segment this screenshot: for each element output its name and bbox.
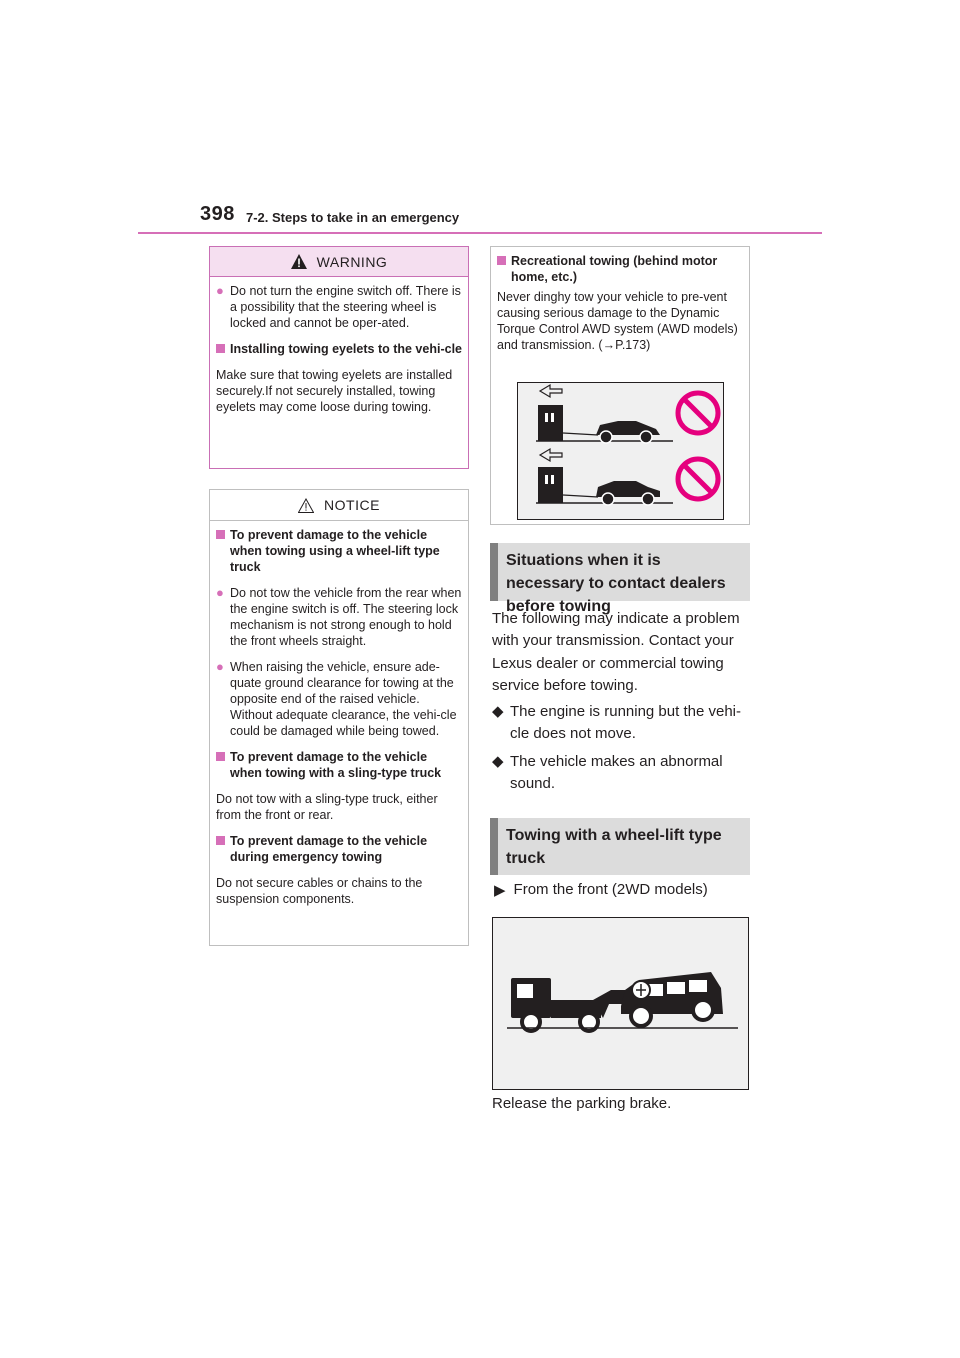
situation-bullet-text: The engine is running but the vehi-cle does not move. bbox=[510, 703, 741, 742]
situation-bullet bbox=[492, 701, 752, 745]
wheel-lift-heading: Towing with a wheel-lift type truck bbox=[490, 818, 750, 875]
notice-paragraph: Do not secure cables or chains to the suspension components. bbox=[216, 876, 423, 906]
notice-item-text: Do not tow the vehicle from the rear when the engine switch is off. The steering lock mechanism is not strong enough to hold the front wheels straight. bbox=[230, 586, 462, 648]
bullet-icon: ● bbox=[216, 283, 224, 298]
notice-header bbox=[210, 490, 468, 521]
situations-heading: Situations when it is necessary to contact dealers before towing bbox=[490, 543, 750, 601]
tow-truck-figure bbox=[511, 978, 625, 1031]
wheel-lift-sub-item-text: From the front (2WD models) bbox=[513, 881, 708, 898]
notice-paragraph: Do not tow with a sling-type truck, either from the front or rear. bbox=[216, 792, 438, 822]
notice-title: NOTICE bbox=[324, 497, 380, 513]
warning-title: WARNING bbox=[316, 253, 388, 270]
diamond-bullet-icon: ◆ bbox=[492, 703, 504, 720]
triangle-bullet-icon: ▶ bbox=[494, 882, 506, 899]
warning-item bbox=[216, 283, 462, 331]
warning-triangle-icon bbox=[291, 254, 307, 269]
warning-box bbox=[209, 246, 469, 469]
prohibited-icon bbox=[678, 393, 718, 433]
notice-item bbox=[216, 659, 462, 739]
bullet-icon: ● bbox=[216, 659, 224, 674]
notice-box bbox=[209, 489, 469, 946]
square-bullet-icon bbox=[497, 256, 506, 265]
notice-subheading-text: To prevent damage to the vehicle when towing with a sling-type truck bbox=[230, 750, 442, 780]
square-bullet-icon bbox=[216, 344, 225, 353]
diamond-bullet-icon: ◆ bbox=[492, 753, 504, 770]
dinghy-tow-front-figure bbox=[536, 385, 673, 443]
warning-subheading-text: Installing towing eyelets to the vehi-cle bbox=[230, 342, 462, 356]
notice-subheading bbox=[216, 749, 462, 781]
notice-subheading bbox=[216, 833, 462, 865]
header-rule bbox=[138, 232, 822, 234]
notice-subheading-text: To prevent damage to the vehicle when towing using a wheel-lift type truck bbox=[230, 528, 440, 574]
notice-triangle-icon bbox=[298, 498, 314, 513]
situations-intro: The following may indicate a problem with your transmission. Contact your Lexus dealer or commercial towing service before towing. bbox=[492, 610, 740, 694]
warning-paragraph: Make sure that towing eyelets are installed securely.If not securely installed, towing eyelets may come loose during towing. bbox=[216, 368, 453, 414]
situation-bullet-text: The vehicle makes an abnormal sound. bbox=[510, 753, 723, 792]
square-bullet-icon bbox=[216, 752, 225, 761]
wheel-lift-towing-illustration bbox=[492, 917, 749, 1090]
recreational-heading-text: Recreational towing (behind motor home, etc.) bbox=[511, 254, 718, 284]
prohibited-icon bbox=[678, 459, 718, 499]
square-bullet-icon bbox=[216, 530, 225, 539]
notice-item-text: When raising the vehicle, ensure ade-quate ground clearance for towing at the opposite end of the raised vehicle. Without adequate clearance, the vehi-cle could be damaged while being towed. bbox=[230, 660, 457, 738]
wheel-lift-sub-item bbox=[494, 881, 708, 899]
square-bullet-icon bbox=[216, 836, 225, 845]
dinghy-towing-illustration bbox=[517, 382, 724, 520]
warning-item-text: Do not turn the engine switch off. There is a possibility that the steering wheel is locked and cannot be oper-ated. bbox=[230, 284, 461, 330]
dinghy-tow-rear-figure bbox=[536, 449, 673, 505]
notice-subheading-text: To prevent damage to the vehicle during emergency towing bbox=[230, 834, 428, 864]
section-title: 7-2. Steps to take in an emergency bbox=[246, 210, 460, 225]
warning-subheading bbox=[216, 341, 462, 357]
situation-bullet bbox=[492, 751, 752, 795]
bullet-icon: ● bbox=[216, 585, 224, 600]
warning-header bbox=[210, 247, 468, 277]
release-parking-brake-text: Release the parking brake. bbox=[492, 1095, 672, 1112]
recreational-heading bbox=[497, 253, 743, 285]
recreational-paragraph: Never dinghy tow your vehicle to pre-vent causing serious damage to the Dynamic Torque Control AWD system (AWD models) and transmission. (→P.173) bbox=[497, 290, 738, 352]
notice-subheading bbox=[216, 527, 462, 575]
notice-item bbox=[216, 585, 462, 649]
towed-vehicle-figure bbox=[621, 972, 723, 1026]
page-number: 398 bbox=[200, 203, 235, 225]
